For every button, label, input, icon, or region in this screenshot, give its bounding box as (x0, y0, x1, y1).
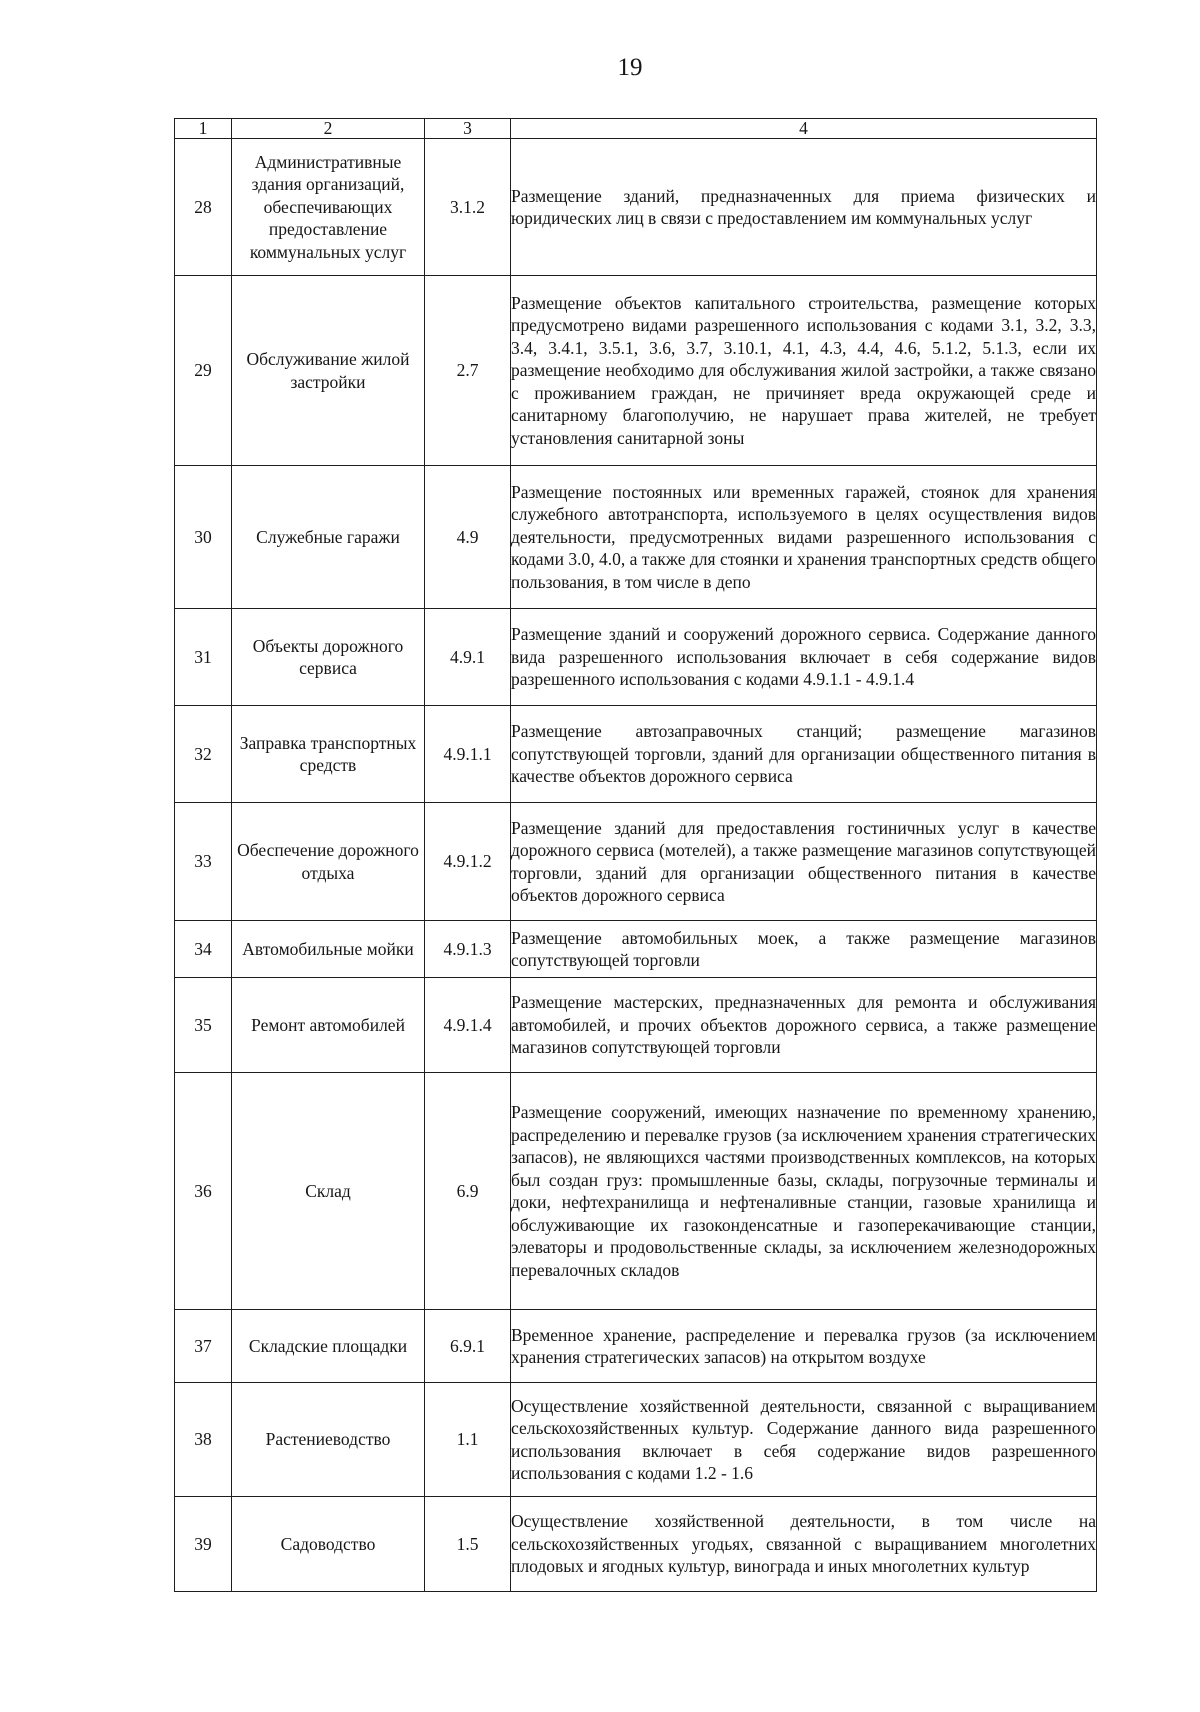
row-number: 38 (175, 1383, 232, 1497)
use-description: Размещение мастерских, предназначенных для ремонта и обслуживания автомобилей, и прочих объектов дорожного сервиса, а также размещение магазинов сопутствующей торговли (511, 978, 1097, 1073)
table-row (175, 1310, 1097, 1383)
use-description: Размещение объектов капитального строительства, размещение которых предусмотрено видами разрешенного использования с кодами 3.1, 3.2, 3.3, 3.4, 3.4.1, 3.5.1, 3.6, 3.7, 3.10.1, 4.1, 4.3, 4.4, 4.6, 5.1.2, 5.1.3, если их размещение необходимо для обслуживания жилой застройки, а также связано с проживанием граждан, не причиняет вреда окружающей среде и санитарному благополучию, не нарушает права жителей, не требует установления санитарной зоны (511, 276, 1097, 466)
use-code: 4.9.1 (425, 609, 511, 706)
row-number: 36 (175, 1073, 232, 1310)
table-row (175, 803, 1097, 921)
use-code: 2.7 (425, 276, 511, 466)
use-code: 1.1 (425, 1383, 511, 1497)
use-name: Складские площадки (232, 1310, 425, 1383)
use-name: Автомобильные мойки (232, 921, 425, 978)
row-number: 32 (175, 706, 232, 803)
use-description: Размещение автозаправочных станций; размещение магазинов сопутствующей торговли, зданий для организации общественного питания в качестве объектов дорожного сервиса (511, 706, 1097, 803)
use-description: Размещение зданий, предназначенных для приема физических и юридических лиц в связи с предоставлением им коммунальных услуг (511, 139, 1097, 276)
use-code: 6.9.1 (425, 1310, 511, 1383)
table-row (175, 706, 1097, 803)
table-row (175, 1073, 1097, 1310)
table-row (175, 609, 1097, 706)
use-description: Размещение зданий для предоставления гостиничных услуг в качестве дорожного сервиса (мотелей), а также размещение магазинов сопутствующей торговли, зданий для организации общественного питания в качестве объектов дорожного сервиса (511, 803, 1097, 921)
use-code: 4.9.1.4 (425, 978, 511, 1073)
row-number: 31 (175, 609, 232, 706)
use-name: Растениеводство (232, 1383, 425, 1497)
use-name: Обслуживание жилой застройки (232, 276, 425, 466)
row-number: 34 (175, 921, 232, 978)
use-name: Административные здания организаций, обеспечивающих предоставление коммунальных услуг (232, 139, 425, 276)
use-code: 1.5 (425, 1497, 511, 1592)
use-description: Осуществление хозяйственной деятельности, в том числе на сельскохозяйственных угодьях, связанной с выращиванием многолетних плодовых и ягодных культур, винограда и иных многолетних культур (511, 1497, 1097, 1592)
table-row (175, 466, 1097, 609)
row-number: 28 (175, 139, 232, 276)
table-row (175, 978, 1097, 1073)
table-row (175, 921, 1097, 978)
header-col-2: 2 (232, 119, 425, 139)
use-code: 6.9 (425, 1073, 511, 1310)
header-col-3: 3 (425, 119, 511, 139)
use-name: Служебные гаражи (232, 466, 425, 609)
table-row (175, 276, 1097, 466)
row-number: 37 (175, 1310, 232, 1383)
use-code: 4.9.1.3 (425, 921, 511, 978)
use-code: 4.9.1.2 (425, 803, 511, 921)
row-number: 30 (175, 466, 232, 609)
row-number: 35 (175, 978, 232, 1073)
header-col-4: 4 (511, 119, 1097, 139)
use-name: Заправка транспортных средств (232, 706, 425, 803)
table-row (175, 139, 1097, 276)
table-row (175, 1383, 1097, 1497)
use-code: 3.1.2 (425, 139, 511, 276)
use-code: 4.9 (425, 466, 511, 609)
use-description: Размещение сооружений, имеющих назначение по временному хранению, распределению и перевалке грузов (за исключением хранения стратегических запасов), не являющихся частями производственных комплексов, на которых был создан груз: промышленные базы, склады, погрузочные терминалы и доки, нефтехранилища и нефтеналивные станции, газовые хранилища и обслуживающие их газоконденсатные и газоперекачивающие станции, элеваторы и продовольственные склады, за исключением железнодорожных перевалочных складов (511, 1073, 1097, 1310)
table-header-row (175, 119, 1097, 139)
use-description: Временное хранение, распределение и перевалка грузов (за исключением хранения стратегических запасов) на открытом воздухе (511, 1310, 1097, 1383)
page-number: 19 (617, 54, 643, 81)
use-description: Осуществление хозяйственной деятельности, связанной с выращиванием сельскохозяйственных культур. Содержание данного вида разрешенного использования включает в себя содержание видов разрешенного использования с кодами 1.2 - 1.6 (511, 1383, 1097, 1497)
use-name: Ремонт автомобилей (232, 978, 425, 1073)
row-number: 29 (175, 276, 232, 466)
use-description: Размещение зданий и сооружений дорожного сервиса. Содержание данного вида разрешенного использования включает в себя содержание видов разрешенного использования с кодами 4.9.1.1 - 4.9.1.4 (511, 609, 1097, 706)
use-description: Размещение постоянных или временных гаражей, стоянок для хранения служебного автотранспорта, используемого в целях осуществления видов деятельности, предусмотренных видами разрешенного использования с кодами 3.0, 4.0, а также для стоянки и хранения транспортных средств общего пользования, в том числе в депо (511, 466, 1097, 609)
row-number: 39 (175, 1497, 232, 1592)
land-use-table (174, 118, 1097, 1592)
use-name: Садоводство (232, 1497, 425, 1592)
use-name: Склад (232, 1073, 425, 1310)
table-row (175, 1497, 1097, 1592)
use-name: Объекты дорожного сервиса (232, 609, 425, 706)
row-number: 33 (175, 803, 232, 921)
use-description: Размещение автомобильных моек, а также размещение магазинов сопутствующей торговли (511, 921, 1097, 978)
use-name: Обеспечение дорожного отдыха (232, 803, 425, 921)
use-code: 4.9.1.1 (425, 706, 511, 803)
header-col-1: 1 (175, 119, 232, 139)
